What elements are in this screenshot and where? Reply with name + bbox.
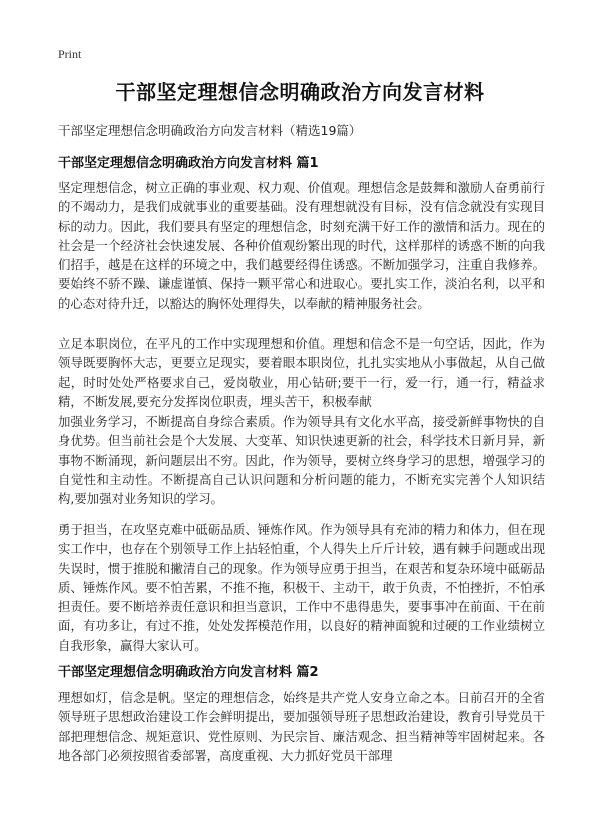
print-link[interactable]: Print [58,47,82,61]
paragraph: 立足本职岗位，在平凡的工作中实现理想和价值。理想和信念不是一句空话，因此，作为领导既要胸怀大志，更要立足现实，要着眼本职岗位，扎扎实实地从小事做起，从自己做起，时时处处严格要求自己，爱岗敬业，用心钻研;要干一行，爱一行，通一行，精益求精，不断发展,要充分发挥岗位职责，埋头苦干，积极奉献 [58,336,545,409]
paragraph: 勇于担当，在攻坚克难中砥砺品质、锤炼作风。作为领导具有充沛的精力和体力，但在现实工作中，也存在个别领导工作上拈轻怕重，个人得失上斤斤计较，遇有棘手问题或出现失误时，惯于推脱和撇清自己的现象。作为领导应勇于担当，在艰苦和复杂环境中砥砺品质、锤炼作风。要不怕苦累，不推不拖，积极干、主动干，敢于负责，不怕挫折，不怕承担责任。要不断培养责任意识和担当意识，工作中不患得患失，要事事冲在前面、干在前面，有功多让，有过不推，处处发挥模范作用，以良好的精神面貌和过硬的工作业绩树立自我形象，赢得大家认可。 [58,522,545,653]
page-title: 干部坚定理想信念明确政治方向发言材料 [115,80,485,104]
paragraph: 加强业务学习，不断提高自身综合素质。作为领导具有文化水平高，接受新鲜事物快的自身优势。但当前社会是个大发展、大变革、知识快速更新的社会，科学技术日新月异，新事物不断涌现，新问题层出不穷。因此，作为领导，要树立终身学习的思想，增强学习的自觉性和主动性。不断提高自己认识问题和分析问题的能力，不断充实完善个人知识结构,要加强对业务知识的学习。 [58,414,545,507]
paragraph: 坚定理想信念，树立正确的事业观、权力观、价值观。理想信念是鼓舞和激励人奋勇前行的不竭动力，是我们成就事业的重要基础。没有理想就没有目标，没有信念就没有实现目标的动力。因此，我们要具有坚定的理想信念，时刻充满干好工作的激情和活力。现在的社会是一个经济社会快速发展、各种价值观纷繁出现的时代，这样那样的诱惑不断的向我们招手，越是在这样的环境之中，我们越要经得住诱惑。不断加强学习，注重自我修养。要始终不骄不躁、谦虚谨慎、保持一颗平常心和进取心。要扎实工作，淡泊名利，以平和的心态对待升迁，以豁达的胸怀处理得失，以奉献的精神服务社会。 [58,180,545,311]
section-heading-2: 干部坚定理想信念明确政治方向发言材料 篇2 [58,665,319,680]
section-heading-1: 干部坚定理想信念明确政治方向发言材料 篇1 [58,156,319,171]
paragraph: 理想如灯，信念是帆。坚定的理想信念，始终是共产党人安身立命之本。日前召开的全省领导班子思想政治建设工作会鲜明提出，要加强领导班子思想政治建设，教育引导党员干部把理想信念、规矩意识、党性原则、为民宗旨、廉洁观念、担当精神等牢固树起来。各地各部门必须按照省委部署，高度重视、大力抓好党员干部理 [58,690,545,763]
document-subtitle: 干部坚定理想信念明确政治方向发言材料（精选19篇） [58,123,362,138]
